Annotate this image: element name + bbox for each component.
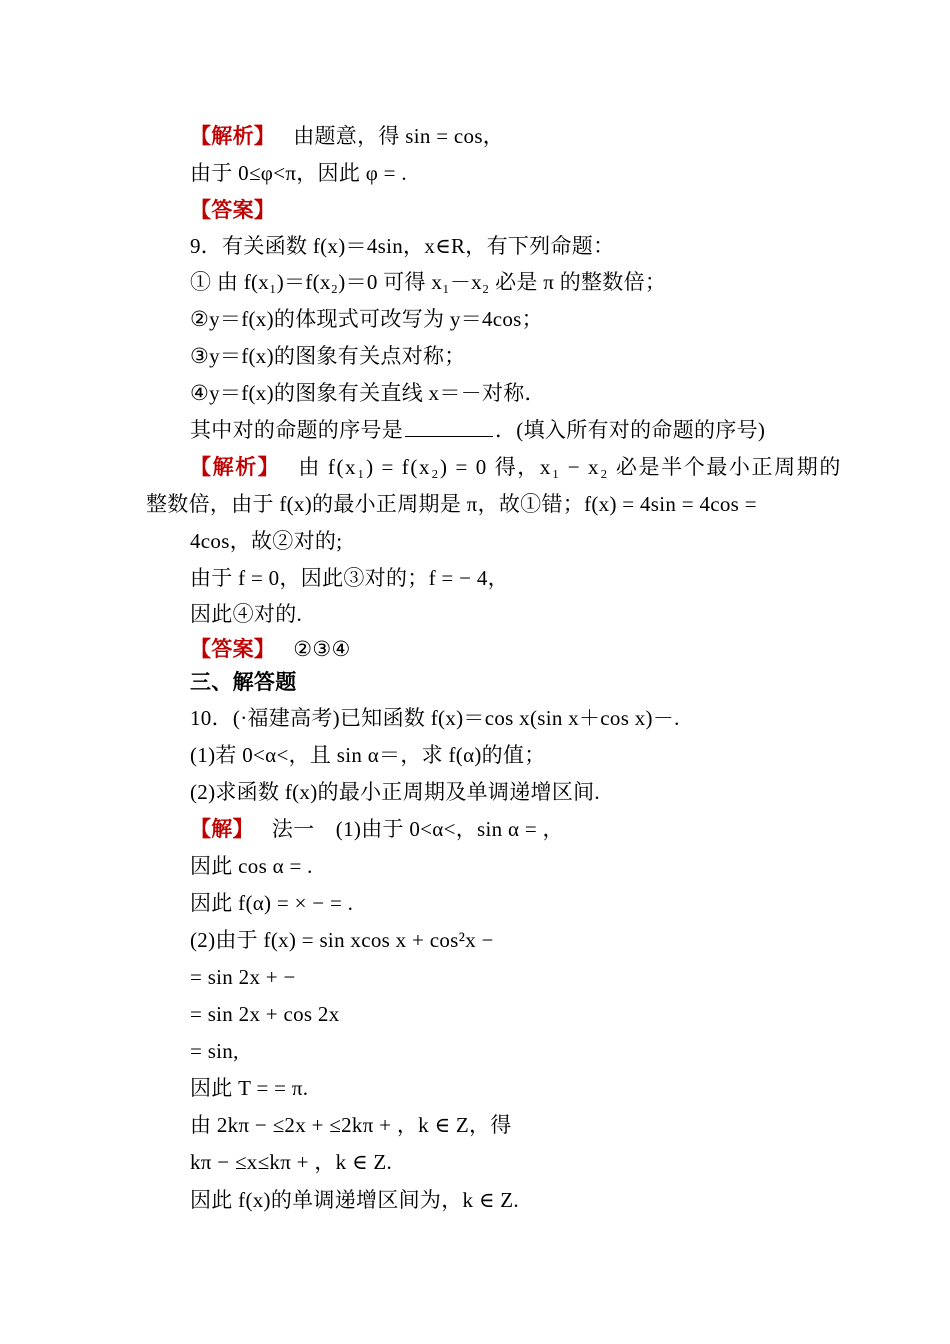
text-line: (2)由于 f(x) = sin xcos x + cos²x −: [190, 928, 494, 952]
text-line: 因此 f(x)的单调递增区间为，k ∈ Z.: [190, 1188, 519, 1212]
question-10: 10．(·福建高考)已知函数 f(x)＝cos x(sin x＋cos x)－.: [190, 706, 680, 730]
solution-10: [190, 815, 564, 843]
answer-9: [190, 635, 351, 663]
text-line: 因此 cos α = .: [190, 854, 313, 878]
proposition-3: ③y＝f(x)的图象有关点对称；: [190, 344, 466, 368]
text-line: 因此 f(α) = × − = .: [190, 891, 354, 915]
text-line: 法一 (1)由于 0<α<，sin α = ，: [271, 817, 564, 841]
text-line: 因此④对的.: [190, 602, 303, 626]
answer-tag: 【答案】: [190, 198, 276, 222]
text-line: kπ − ≤x≤kπ + ，k ∈ Z.: [190, 1150, 393, 1174]
question-10-part-2: (2)求函数 f(x)的最小正周期及单调递增区间.: [190, 780, 600, 804]
answer-text: ②③④: [293, 637, 351, 661]
text-line: 由于 0≤φ<π，因此 φ = .: [190, 161, 407, 185]
question-10-part-1: (1)若 0<α<，且 sin α＝，求 f(α)的值；: [190, 743, 546, 767]
proposition-4: ④y＝f(x)的图象有关直线 x＝－对称．: [190, 381, 546, 405]
answer-tag: 【答案】: [190, 637, 276, 661]
text-line: = sin 2x + −: [190, 965, 296, 989]
answer-8: [190, 196, 293, 224]
proposition-2: ②y＝f(x)的体现式可改写为 y＝4cos；: [190, 307, 543, 331]
answer-blank: [405, 416, 493, 437]
solution-tag: 【解】: [190, 817, 254, 841]
analysis-tag: 【解析】: [190, 124, 276, 148]
analysis-8: [190, 122, 504, 150]
text-line: 由题意，得 sin = cos，: [293, 124, 505, 148]
analysis-9: [190, 453, 842, 481]
text-line: 由 f(x₁) = f(x₂) = 0 得，x₁ − x₂ 必是半个最小正周期的: [298, 455, 842, 479]
text-line: 由 2kπ − ≤2x + ≤2kπ + ，k ∈ Z，得: [190, 1113, 512, 1137]
text-line: 因此 T = = π.: [190, 1076, 309, 1100]
section-heading: 三、解答题: [190, 670, 297, 694]
proposition-1: ① 由 f(x₁)＝f(x₂)＝0 可得 x₁－x₂ 必是 π 的整数倍；: [190, 270, 667, 294]
text-line: 整数倍，由于 f(x)的最小正周期是 π，故①错；f(x) = 4sin = 4cos =: [146, 492, 757, 516]
text-line: = sin,: [190, 1039, 239, 1063]
text-line: 由于 f = 0，因此③对的；f = − 4，: [190, 566, 509, 590]
text-line: = sin 2x + cos 2x: [190, 1002, 340, 1026]
text-line: 4cos，故②对的;: [190, 529, 343, 553]
question-9-prompt: 其中对的命题的序号是 ．(填入所有对的命题的序号): [190, 418, 766, 442]
question-9: 9．有关函数 f(x)＝4sin，x∈R，有下列命题：: [190, 234, 615, 258]
analysis-tag: 【解析】: [190, 455, 281, 479]
